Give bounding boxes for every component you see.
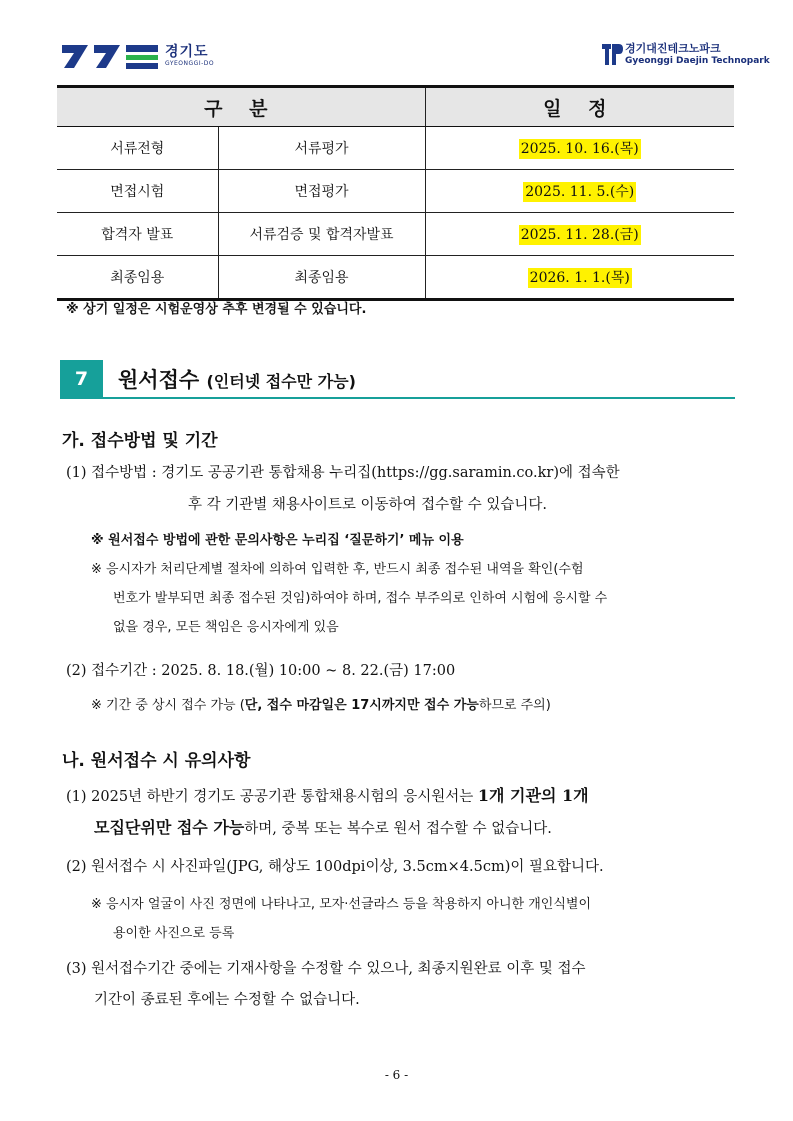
- gyeonggi-do-emblem-icon: [60, 42, 160, 70]
- stage-cell: 면접시험: [57, 170, 218, 213]
- gyeonggi-do-logo: [60, 42, 214, 70]
- caution-3-line-1: (3) 원서접수기간 중에는 기재사항을 수정할 수 있으나, 최종지원완료 이후 및 접수: [66, 961, 586, 977]
- schedule-table: [57, 85, 734, 301]
- caution-1-line-1: [66, 788, 589, 805]
- section-title-main: 원서접수: [118, 368, 200, 392]
- check-note-line-1: ※ 응시자가 처리단계별 절차에 의하여 입력한 후, 반드시 최종 접수된 내역을 확인(수험: [91, 562, 584, 577]
- item-cell: 서류평가: [218, 127, 425, 170]
- date-highlight: 2025. 11. 5.(수): [525, 184, 635, 200]
- period-note-bold: 단, 접수 마감일은 17시까지만 접수 가능: [244, 698, 479, 713]
- table-row: [57, 170, 734, 213]
- method-line-2: 후 각 기관별 채용사이트로 이동하여 접수할 수 있습니다.: [188, 497, 548, 513]
- period-note-pre: ※ 기간 중 상시 접수 가능 (: [91, 698, 245, 713]
- caution-1-bold-2: 모집단위만 접수 가능: [94, 818, 245, 837]
- date-highlight: 2025. 11. 28.(금): [520, 227, 639, 243]
- date-cell: [425, 170, 734, 213]
- section-title-sub: (인터넷 접수만 가능): [206, 372, 356, 391]
- date-cell: [425, 256, 734, 300]
- stage-cell: 최종임용: [57, 256, 218, 300]
- caution-2: (2) 원서접수 시 사진파일(JPG, 해상도 100dpi이상, 3.5cm×4.5cm)이 필요합니다.: [66, 859, 604, 875]
- table-row: [57, 127, 734, 170]
- date-highlight: 2026. 1. 1.(목): [529, 270, 630, 286]
- caution-1-post: 하며, 중복 또는 복수로 원서 접수할 수 없습니다.: [244, 821, 552, 837]
- period-note-post: 하므로 주의): [478, 698, 551, 713]
- schedule-change-note: ※ 상기 일정은 시험운영상 추후 변경될 수 있습니다.: [66, 302, 367, 317]
- method-line-1: (1) 접수방법 : 경기도 공공기관 통합채용 누리집(https://gg.saramin.co.kr)에 접속한: [66, 465, 620, 481]
- stage-cell: 합격자 발표: [57, 213, 218, 256]
- technopark-emblem-icon: [601, 41, 623, 67]
- table-header-row: [57, 87, 734, 127]
- header-schedule: 일 정: [425, 87, 734, 127]
- period-note: [91, 694, 551, 713]
- caution-1-line-2: [94, 820, 552, 837]
- check-note-line-2: 번호가 발부되면 최종 접수된 것임)하여야 하며, 접수 부주의로 인하여 시험에 응시할 수: [113, 591, 608, 606]
- table-row: [57, 256, 734, 300]
- check-note-line-3: 없을 경우, 모든 책임은 응시자에게 있음: [113, 620, 339, 635]
- item-cell: 면접평가: [218, 170, 425, 213]
- header-category: 구 분: [57, 87, 425, 127]
- stage-cell: 서류전형: [57, 127, 218, 170]
- date-highlight: 2025. 10. 16.(목): [520, 141, 639, 157]
- caution-1-bold-1: 1개 기관의 1개: [477, 786, 589, 805]
- photo-note-line-1: ※ 응시자 얼굴이 사진 정면에 나타나고, 모자·선글라스 등을 착용하지 아니한 개인식별이: [91, 897, 592, 912]
- section-number-badge: 7: [60, 360, 103, 397]
- page-number: - 6 -: [384, 1068, 409, 1082]
- section-divider: [60, 397, 735, 399]
- table-row: [57, 213, 734, 256]
- right-logo-subtext: Gyeonggi Daejin Technopark: [625, 55, 770, 66]
- item-cell: 서류검증 및 합격자발표: [218, 213, 425, 256]
- left-logo-text: 경기도: [165, 44, 209, 60]
- date-cell: [425, 213, 734, 256]
- date-cell: [425, 127, 734, 170]
- section-title: [118, 364, 356, 394]
- photo-note-line-2: 용이한 사진으로 등록: [113, 926, 235, 941]
- subsection-a-heading: 가. 접수방법 및 기간: [62, 431, 218, 451]
- inquiry-note: ※ 원서접수 방법에 관한 문의사항은 누리집 ‘질문하기’ 메뉴 이용: [91, 533, 464, 548]
- left-logo-subtext: GYEONGGI-DO: [165, 60, 215, 67]
- period-line: (2) 접수기간 : 2025. 8. 18.(월) 10:00 ~ 8. 22.(금) 17:00: [66, 663, 456, 679]
- daejin-technopark-logo: [601, 41, 770, 67]
- item-cell: 최종임용: [218, 256, 425, 300]
- caution-1-pre: (1) 2025년 하반기 경기도 공공기관 통합채용시험의 응시원서는: [66, 789, 478, 805]
- right-logo-text: 경기대진테크노파크: [625, 41, 721, 55]
- subsection-b-heading: 나. 원서접수 시 유의사항: [62, 751, 251, 771]
- caution-3-line-2: 기간이 종료된 후에는 수정할 수 없습니다.: [94, 992, 360, 1008]
